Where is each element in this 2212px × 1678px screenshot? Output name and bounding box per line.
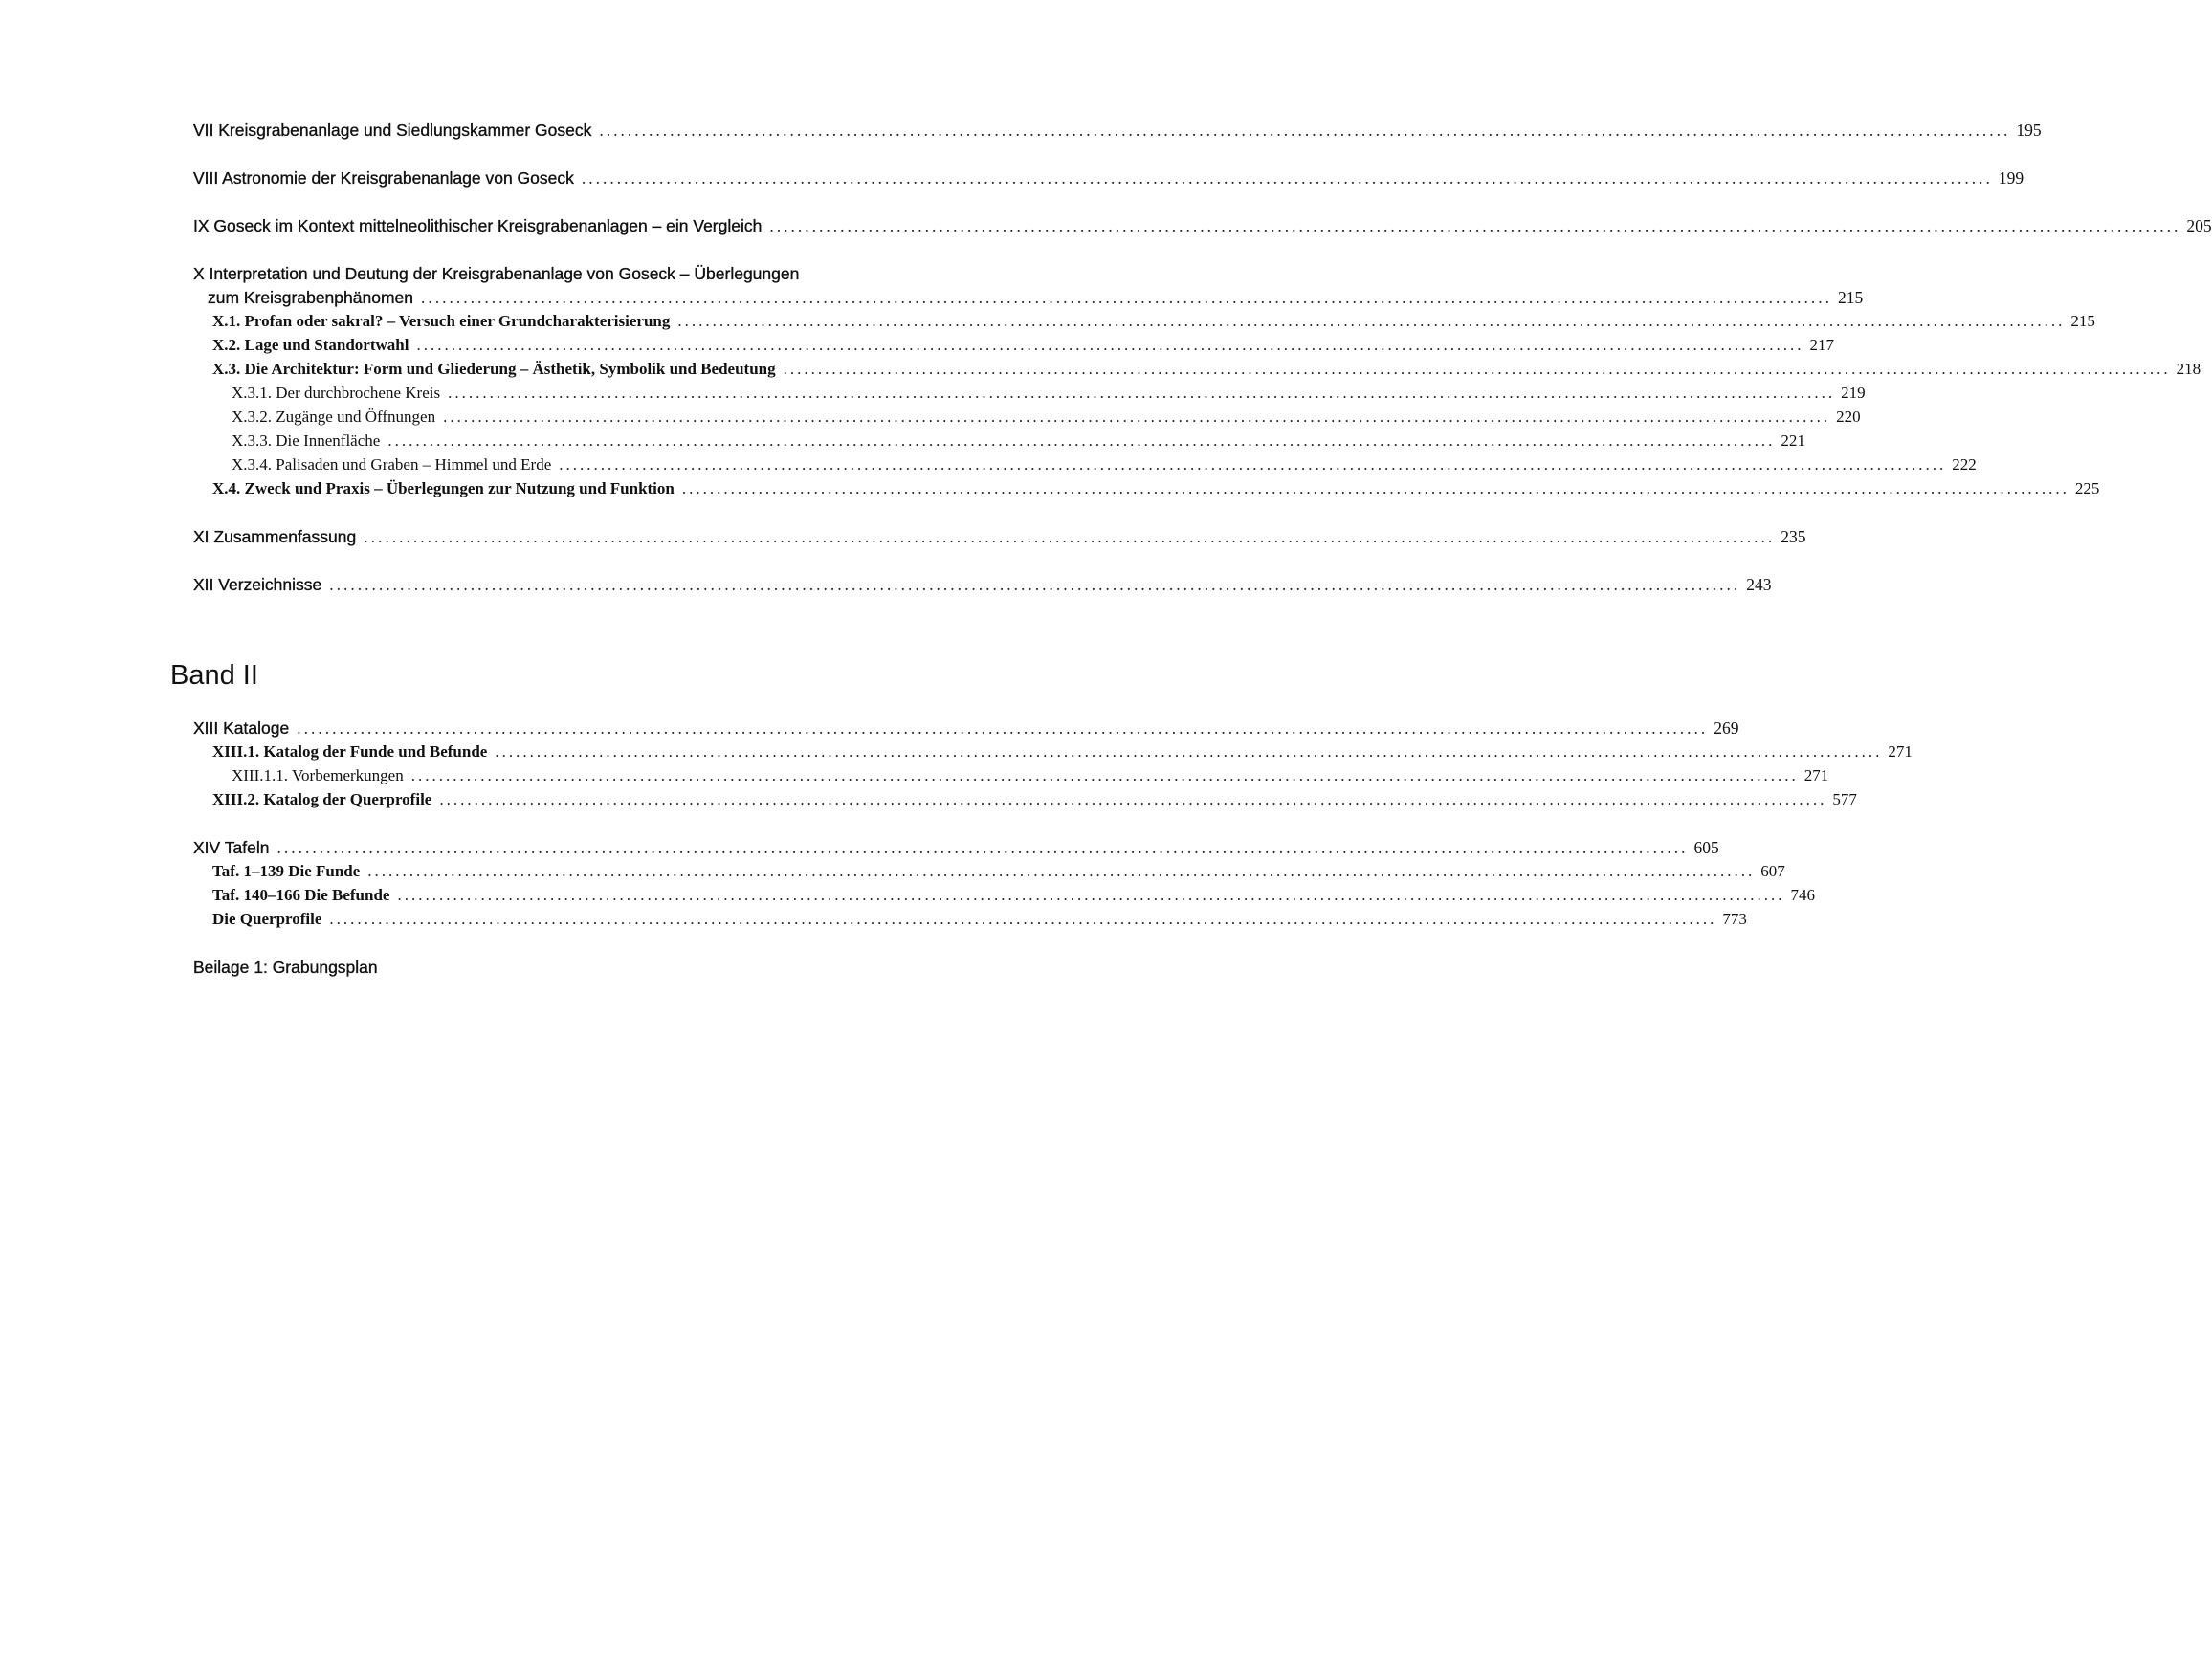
toc-entry-page: 215 bbox=[2070, 312, 2095, 330]
toc-entry-xiv[interactable] bbox=[193, 838, 1719, 858]
toc-entry-x34[interactable] bbox=[232, 455, 1977, 475]
toc-entry-title: IX Goseck im Kontext mittelneolithischer Kreisgrabenanlagen – ein Vergleich bbox=[193, 216, 763, 235]
dot-leader: ........................................................................................................................................................................................................ bbox=[397, 886, 1785, 904]
toc-entry-page: 218 bbox=[2176, 360, 2201, 378]
toc-entry-x-line1[interactable] bbox=[193, 264, 799, 284]
toc-entry-page: 605 bbox=[1693, 838, 1719, 857]
toc-entry-title: Beilage 1: Grabungsplan bbox=[193, 958, 378, 977]
toc-entry-taf-befunde[interactable] bbox=[212, 886, 1815, 905]
toc-entry-page: 225 bbox=[2074, 479, 2100, 497]
toc-entry-xiii11[interactable] bbox=[232, 766, 1829, 785]
toc-entry-x1[interactable] bbox=[212, 312, 2095, 331]
dot-leader: ........................................................................................................................................................................................................ bbox=[329, 910, 1717, 928]
toc-entry-x31[interactable] bbox=[232, 384, 1866, 403]
toc-entry-title: X.2. Lage und Standortwahl bbox=[212, 336, 409, 354]
toc-entry-xiii2[interactable] bbox=[212, 790, 1857, 809]
dot-leader: ........................................................................................................................................................................................................ bbox=[367, 862, 1756, 880]
toc-entry-title: X.3. Die Architektur: Form und Gliederung – Ästhetik, Symbolik und Bedeutung bbox=[212, 360, 776, 378]
toc-entry-page: 271 bbox=[1888, 742, 1913, 761]
toc-entry-title: XIV Tafeln bbox=[193, 838, 270, 857]
toc-entry-page: 217 bbox=[1809, 336, 1834, 354]
toc-entry-x3[interactable] bbox=[212, 360, 2201, 379]
toc-entry-page: 199 bbox=[1998, 168, 2024, 188]
toc-entry-x33[interactable] bbox=[232, 431, 1805, 451]
toc-entry-page: 607 bbox=[1760, 862, 1785, 880]
toc-entry-title: XI Zusammenfassung bbox=[193, 527, 357, 546]
dot-leader: ........................................................................................................................................................................................................ bbox=[443, 408, 1831, 426]
toc-entry-xiii[interactable] bbox=[193, 718, 1739, 739]
toc-entry-xii[interactable] bbox=[193, 575, 1772, 595]
toc-entry-x32[interactable] bbox=[232, 408, 1861, 427]
dot-leader: ........................................................................................................................................................................................................ bbox=[599, 121, 2011, 140]
toc-entry-page: 235 bbox=[1781, 527, 1806, 546]
toc-entry-title: XIII Kataloge bbox=[193, 718, 290, 738]
dot-leader: ........................................................................................................................................................................................................ bbox=[410, 766, 1799, 784]
toc-entry-title: XIII.1. Katalog der Funde und Befunde bbox=[212, 742, 488, 761]
toc-entry-title: Die Querprofile bbox=[212, 910, 322, 928]
toc-entry-page: 205 bbox=[2186, 216, 2212, 235]
toc-entry-page: 271 bbox=[1803, 766, 1829, 784]
band-heading: Band II bbox=[170, 660, 258, 691]
toc-entry-title: XIII.1.1. Vorbemerkungen bbox=[232, 766, 404, 784]
toc-entry-x-line2[interactable] bbox=[208, 288, 1864, 308]
dot-leader: ........................................................................................................................................................................................................ bbox=[677, 312, 2066, 330]
dot-leader: ........................................................................................................................................................................................................ bbox=[387, 431, 1776, 450]
dot-leader: ........................................................................................................................................................................................................ bbox=[559, 455, 1947, 474]
toc-entry-title: Taf. 1–139 Die Funde bbox=[212, 862, 361, 880]
dot-leader: ........................................................................................................................................................................................................ bbox=[276, 838, 1689, 857]
toc-entry-title: X.3.2. Zugänge und Öffnungen bbox=[232, 408, 436, 426]
toc-entry-page: 220 bbox=[1836, 408, 1861, 426]
toc-entry-x4[interactable] bbox=[212, 479, 2100, 498]
toc-entry-title: XIII.2. Katalog der Querprofile bbox=[212, 790, 432, 808]
toc-entry-title: Taf. 140–166 Die Befunde bbox=[212, 886, 390, 904]
toc-entry-title: X Interpretation und Deutung der Kreisgrabenanlage von Goseck – Überlegungen bbox=[193, 264, 800, 283]
dot-leader: ........................................................................................................................................................................................................ bbox=[364, 527, 1776, 546]
toc-entry-page: 219 bbox=[1841, 384, 1866, 402]
toc-entry-page: 746 bbox=[1790, 886, 1815, 904]
dot-leader: ........................................................................................................................................................................................................ bbox=[297, 718, 1709, 738]
dot-leader: ........................................................................................................................................................................................................ bbox=[448, 384, 1836, 402]
toc-entry-taf-funde[interactable] bbox=[212, 862, 1785, 881]
toc-entry-page: 243 bbox=[1746, 575, 1772, 594]
toc-entry-title: X.3.4. Palisaden und Graben – Himmel und Erde bbox=[232, 455, 552, 474]
toc-entry-page: 269 bbox=[1714, 718, 1739, 738]
toc-entry-title: X.1. Profan oder sakral? – Versuch einer Grundcharakterisierung bbox=[212, 312, 671, 330]
toc-entry-title: X.4. Zweck und Praxis – Überlegungen zur Nutzung und Funktion bbox=[212, 479, 675, 497]
toc-entry-xi[interactable] bbox=[193, 527, 1806, 547]
toc-entry-title: XII Verzeichnisse bbox=[193, 575, 322, 594]
dot-leader: ........................................................................................................................................................................................................ bbox=[416, 336, 1804, 354]
dot-leader: ........................................................................................................................................................................................................ bbox=[329, 575, 1741, 594]
toc-entry-xiii1[interactable] bbox=[212, 742, 1913, 762]
dot-leader: ........................................................................................................................................................................................................ bbox=[783, 360, 2171, 378]
toc-entry-title: zum Kreisgrabenphänomen bbox=[208, 288, 413, 307]
dot-leader: ........................................................................................................................................................................................................ bbox=[769, 216, 2181, 235]
toc-entry-title: X.3.3. Die Innenfläche bbox=[232, 431, 381, 450]
dot-leader: ........................................................................................................................................................................................................ bbox=[421, 288, 1832, 307]
toc-entry-supplement[interactable] bbox=[193, 958, 378, 978]
toc-entry-page: 221 bbox=[1781, 431, 1805, 450]
dot-leader: ........................................................................................................................................................................................................ bbox=[681, 479, 2069, 497]
toc-entry-page: 195 bbox=[2016, 121, 2042, 140]
toc-entry-page: 222 bbox=[1952, 455, 1977, 474]
toc-entry-page: 577 bbox=[1832, 790, 1857, 808]
dot-leader: ........................................................................................................................................................................................................ bbox=[495, 742, 1883, 761]
toc-entry-page: 215 bbox=[1838, 288, 1864, 307]
toc-entry-x2[interactable] bbox=[212, 336, 1834, 355]
toc-entry-querprofile[interactable] bbox=[212, 910, 1747, 929]
toc-entry-vii[interactable] bbox=[193, 121, 2042, 141]
toc-entry-viii[interactable] bbox=[193, 168, 2024, 188]
toc-entry-title: X.3.1. Der durchbrochene Kreis bbox=[232, 384, 441, 402]
toc-entry-title: VII Kreisgrabenanlage und Siedlungskammer Goseck bbox=[193, 121, 592, 140]
toc-entry-title: VIII Astronomie der Kreisgrabenanlage von Goseck bbox=[193, 168, 574, 188]
dot-leader: ........................................................................................................................................................................................................ bbox=[439, 790, 1827, 808]
toc-entry-ix[interactable] bbox=[193, 216, 2212, 236]
dot-leader: ........................................................................................................................................................................................................ bbox=[581, 168, 1993, 188]
toc-entry-page: 773 bbox=[1722, 910, 1747, 928]
